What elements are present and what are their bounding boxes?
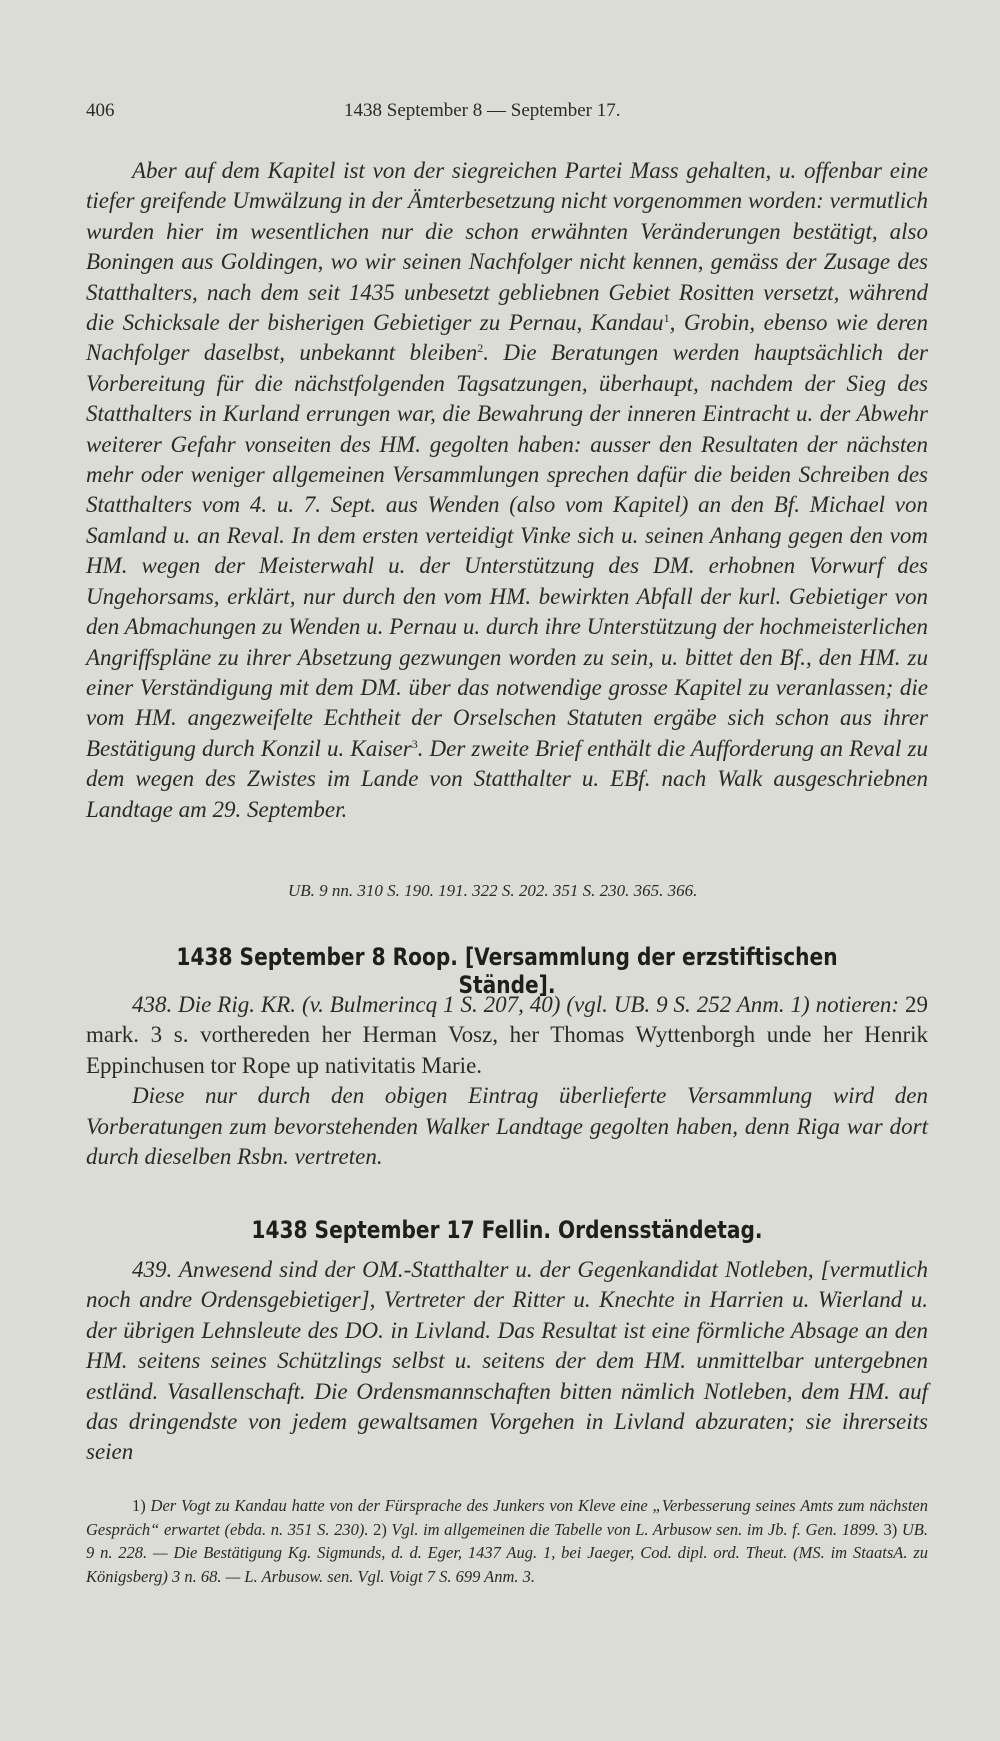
quoted-entry: 29 mark. 3 s. vorthereden her Herman Vosz, her Thomas Wyttenborgh unde her Henrik Eppinchusen tor Rope up nativitatis Marie.: [86, 992, 928, 1078]
section-2-body: [86, 990, 928, 1172]
footnotes: [86, 1494, 928, 1588]
section-3-heading: 1438 September 17 Fellin. Ordensständetag.: [251, 1216, 763, 1244]
page-number: 406: [86, 100, 115, 121]
footnote-label-3: 3): [883, 1519, 898, 1539]
footnote-ref-2: 2: [477, 341, 484, 356]
section-1-body: [86, 156, 928, 825]
section-2-heading: 1438 September 8 Roop. [Versammlung der erzstiftischen Stände].: [176, 943, 838, 999]
footnote-ref-1: 1: [663, 311, 670, 326]
footnote-ref-3: 3: [411, 736, 418, 751]
entry-number: 438.: [132, 992, 173, 1017]
entry-439: 439. Anwesend sind der OM.-Statthalter u. der Gegenkandidat Notleben, [vermutlich noch andre Ordensgebietiger], Vertreter der Ritter u. Knechte in Harrien u. Wierland u. der übrigen Lehnsleute des DO. in Livland. Das Resultat ist eine förmliche Absage an den HM. seitens seines Schützlings selbst u. seitens der dem HM. unmittelbar untergebnen estländ. Vasallenschaft. Die Ordensmannschaften bitten nämlich Notleben, dem HM. auf das dringendste von jedem gewaltsamen Vorgehen in Livland abzuraten; sie ihrerseits seien: [86, 1257, 928, 1465]
section-1-paragraph: Aber auf dem Kapitel ist von der siegreichen Partei Mass gehalten, u. offenbar eine tiefer greifende Umwälzung in der Ämterbesetzung nicht vorgenommen worden: vermutlich wurden hier im wesentlichen nur die schon erwähnten Veränderungen bestätigt, also Boningen aus Goldingen, wo wir seinen Nachfolger nicht kennen, gemäss der Zusage des Statthalters, nach dem seit 1435 unbesetzt gebliebnen Gebiet Rositten versetzt, während die Schicksale der bisherigen Gebietiger zu Pernau, Kandau$^1$, Grobin, ebenso wie deren Nachfolger daselbst, unbekannt bleiben$^2$. Die Beratungen werden hauptsächlich der Vorbereitung für die nächstfolgenden Tagsatzungen, überhaupt, nachdem der Sieg des Statthalters in Kurland errungen war, die Bewahrung der inneren Eintracht u. der Abwehr weiterer Gefahr vonseiten des HM. gegolten haben: ausser den Resultaten der nächsten mehr oder weniger allgemeinen Versammlungen sprechen dafür die beiden Schreiben des Statthalters vom 4. u. 7. Sept. aus Wenden (also vom Kapitel) an den Bf. Michael von Samland u. an Reval. In dem ersten verteidigt Vinke sich u. seinen Anhang gegen den vom HM. wegen der Meisterwahl u. der Unterstützung des DM. erhobnen Vorwurf des Ungehorsams, erklärt, nur durch den vom HM. bewirkten Abfall der kurl. Gebietiger von den Abmachungen zu Wenden u. Pernau u. durch ihre Unterstützung der hochmeisterlichen Angriffspläne zu ihrer Absetzung gezwungen worden zu sein, u. bittet den Bf., den HM. zu einer Verständigung mit dem DM. über das notwendige grosse Kapitel zu veranlassen; die vom HM. angezweifelte Echtheit der Orselschen Statuten ergäbe sich schon aus ihrer Bestätigung durch Konzil u. Kaiser$^3$. Der zweite Brief enthält die Aufforderung an Reval zu dem wegen des Zwistes im Lande von Statthalter u. EBf. nach Walk ausgeschriebnen Landtage am 29. September.: [86, 158, 928, 822]
entry-number: 439.: [132, 1257, 173, 1282]
entry-438-comment: Diese nur durch den obigen Eintrag überlieferte Versammlung wird den Vorberatungen zum bevorstehenden Walker Landtage gegolten haben, denn Riga war dort durch dieselben Rsbn. vertreten.: [86, 1083, 928, 1170]
source-references: UB. 9 nn. 310 S. 190. 191. 322 S. 202. 351 S. 230. 365. 366.: [288, 881, 698, 900]
footnote-1: Der Vogt zu Kandau hatte von der Fürsprache des Junkers von Kleve eine „Verbesserung seines Amts zum nächsten Gespräch“ erwartet (ebda. n. 351 S. 230).: [86, 1496, 928, 1539]
footnote-3: UB. 9 n. 228. — Die Bestätigung Kg. Sigmunds, d. d. Eger, 1437 Aug. 1, bei Jaeger, Cod. dipl. ord. Theut. (MS. im StaatsA. zu Königsberg) 3 n. 68. — L. Arbusow. sen. Vgl. Voigt 7 S. 699 Anm. 3.: [86, 1519, 928, 1586]
footnote-label-2: 2): [373, 1519, 387, 1539]
running-title: 1438 September 8 — September 17.: [344, 100, 621, 121]
footnote-2: Vgl. im allgemeinen die Tabelle von L. Arbusow sen. im Jb. f. Gen. 1899.: [391, 1519, 879, 1539]
footnote-label-1: 1): [132, 1496, 146, 1515]
running-head: [86, 100, 926, 126]
section-3-body: [86, 1255, 928, 1468]
entry-438: 438. Die Rig. KR. (v. Bulmerincq 1 S. 207, 40) (vgl. UB. 9 S. 252 Anm. 1) notieren: 29 mark. 3 s. vorthereden her Herman Vosz, her Thomas Wyttenborgh unde her Henrik Eppinchusen tor Rope up nativitatis Marie.: [86, 992, 928, 1078]
